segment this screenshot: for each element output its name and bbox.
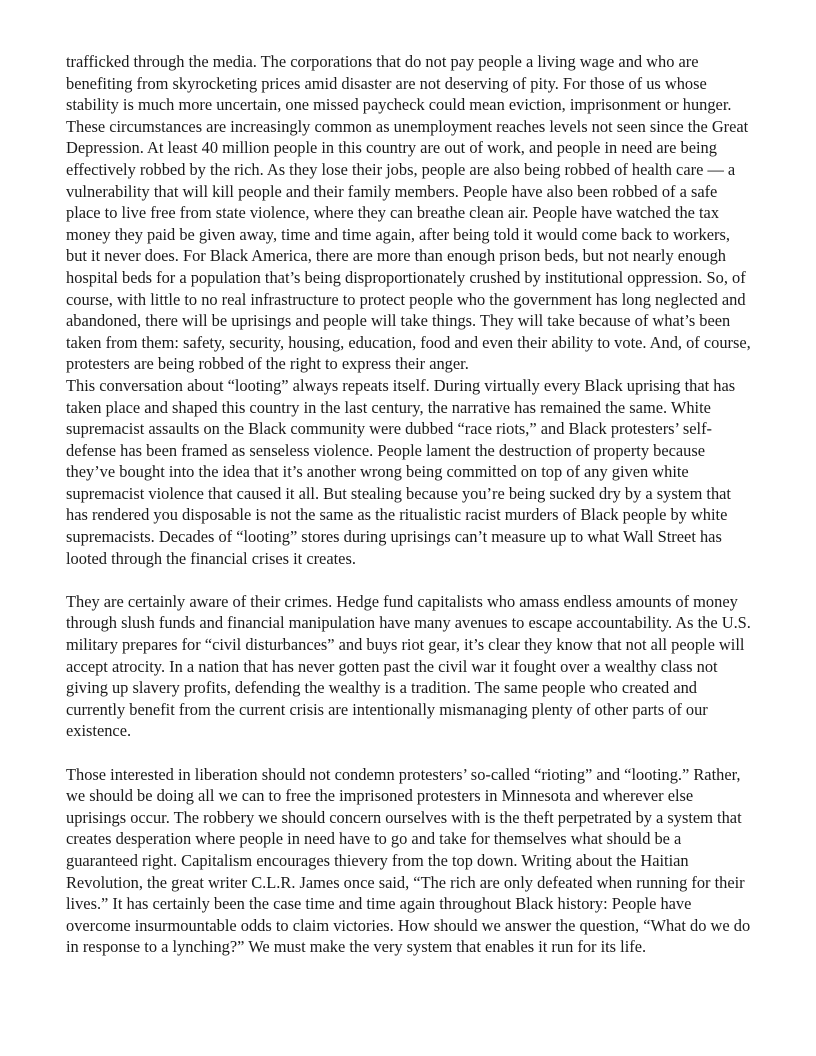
paragraph-3: They are certainly aware of their crimes. Hedge fund capitalists who amass endless amounts of money through slush funds and financial manipulation have many avenues to escape accountability. As the U.S. military prepares for “civil disturbances” and buys riot gear, it’s clear they know that not all people will accept atrocity. In a nation that has never gotten past the civil war it fought over a wealthy class not giving up slavery profits, defending the wealthy is a tradition. The same people who created and currently benefit from the current crisis are intentionally mismanaging plenty of other parts of our existence. <box>66 591 751 741</box>
paragraph-1: trafficked through the media. The corporations that do not pay people a living wage and who are benefiting from skyrocketing prices amid disaster are not deserving of pity. For those of us whose stability is much more uncertain, one missed paycheck could mean eviction, imprisonment or hunger. These circumstances are increasingly common as unemployment reaches levels not seen since the Great Depression. At least 40 million people in this country are out of work, and people in need are being effectively robbed by the rich. As they lose their jobs, people are also being robbed of health care — a vulnerability that will kill people and their family members. People have also been robbed of a safe place to live free from state violence, where they can breathe clean air. People have watched the tax money they paid be given away, time and time again, after being told it would come back to workers, but it never does. For Black America, there are more than enough prison beds, but not nearly enough hospital beds for a population that’s being disproportionately crushed by institutional oppression. So, of course, with little to no real infrastructure to protect people who the government has long neglected and abandoned, there will be uprisings and people will take things. They will take because of what’s been taken from them: safety, security, housing, education, food and even their ability to vote. And, of course, protesters are being robbed of the right to express their anger. <box>66 52 751 374</box>
article-body <box>66 51 752 958</box>
paragraph-2: This conversation about “looting” always repeats itself. During virtually every Black uprising that has taken place and shaped this country in the last century, the narrative has remained the same. White supremacist assaults on the Black community were dubbed “race riots,” and Black protesters’ self-defense has been framed as senseless violence. People lament the destruction of property because they’ve bought into the idea that it’s another wrong being committed on top of any given white supremacist violence that caused it all. But stealing because you’re being sucked dry by a system that has rendered you disposable is not the same as the ritualistic racist murders of Black people by white supremacists. Decades of “looting” stores during uprisings can’t measure up to what Wall Street has looted through the financial crises it creates. <box>66 375 736 568</box>
paragraph-4: Those interested in liberation should not condemn protesters’ so-called “rioting” and “looting.” Rather, we should be doing all we can to free the imprisoned protesters in Minnesota and wherever else uprisings occur. The robbery we should concern ourselves with is the theft perpetrated by a system that creates desperation where people in need have to go and take for themselves what should be a guaranteed right. Capitalism encourages thievery from the top down. Writing about the Haitian Revolution, the great writer C.L.R. James once said, “The rich are only defeated when running for their lives.” It has certainly been the case time and time again throughout Black history: People have overcome insurmountable odds to claim victories. How should we answer the question, “What do we do in response to a lynching?” We must make the very system that enables it run for its life. <box>66 764 751 957</box>
